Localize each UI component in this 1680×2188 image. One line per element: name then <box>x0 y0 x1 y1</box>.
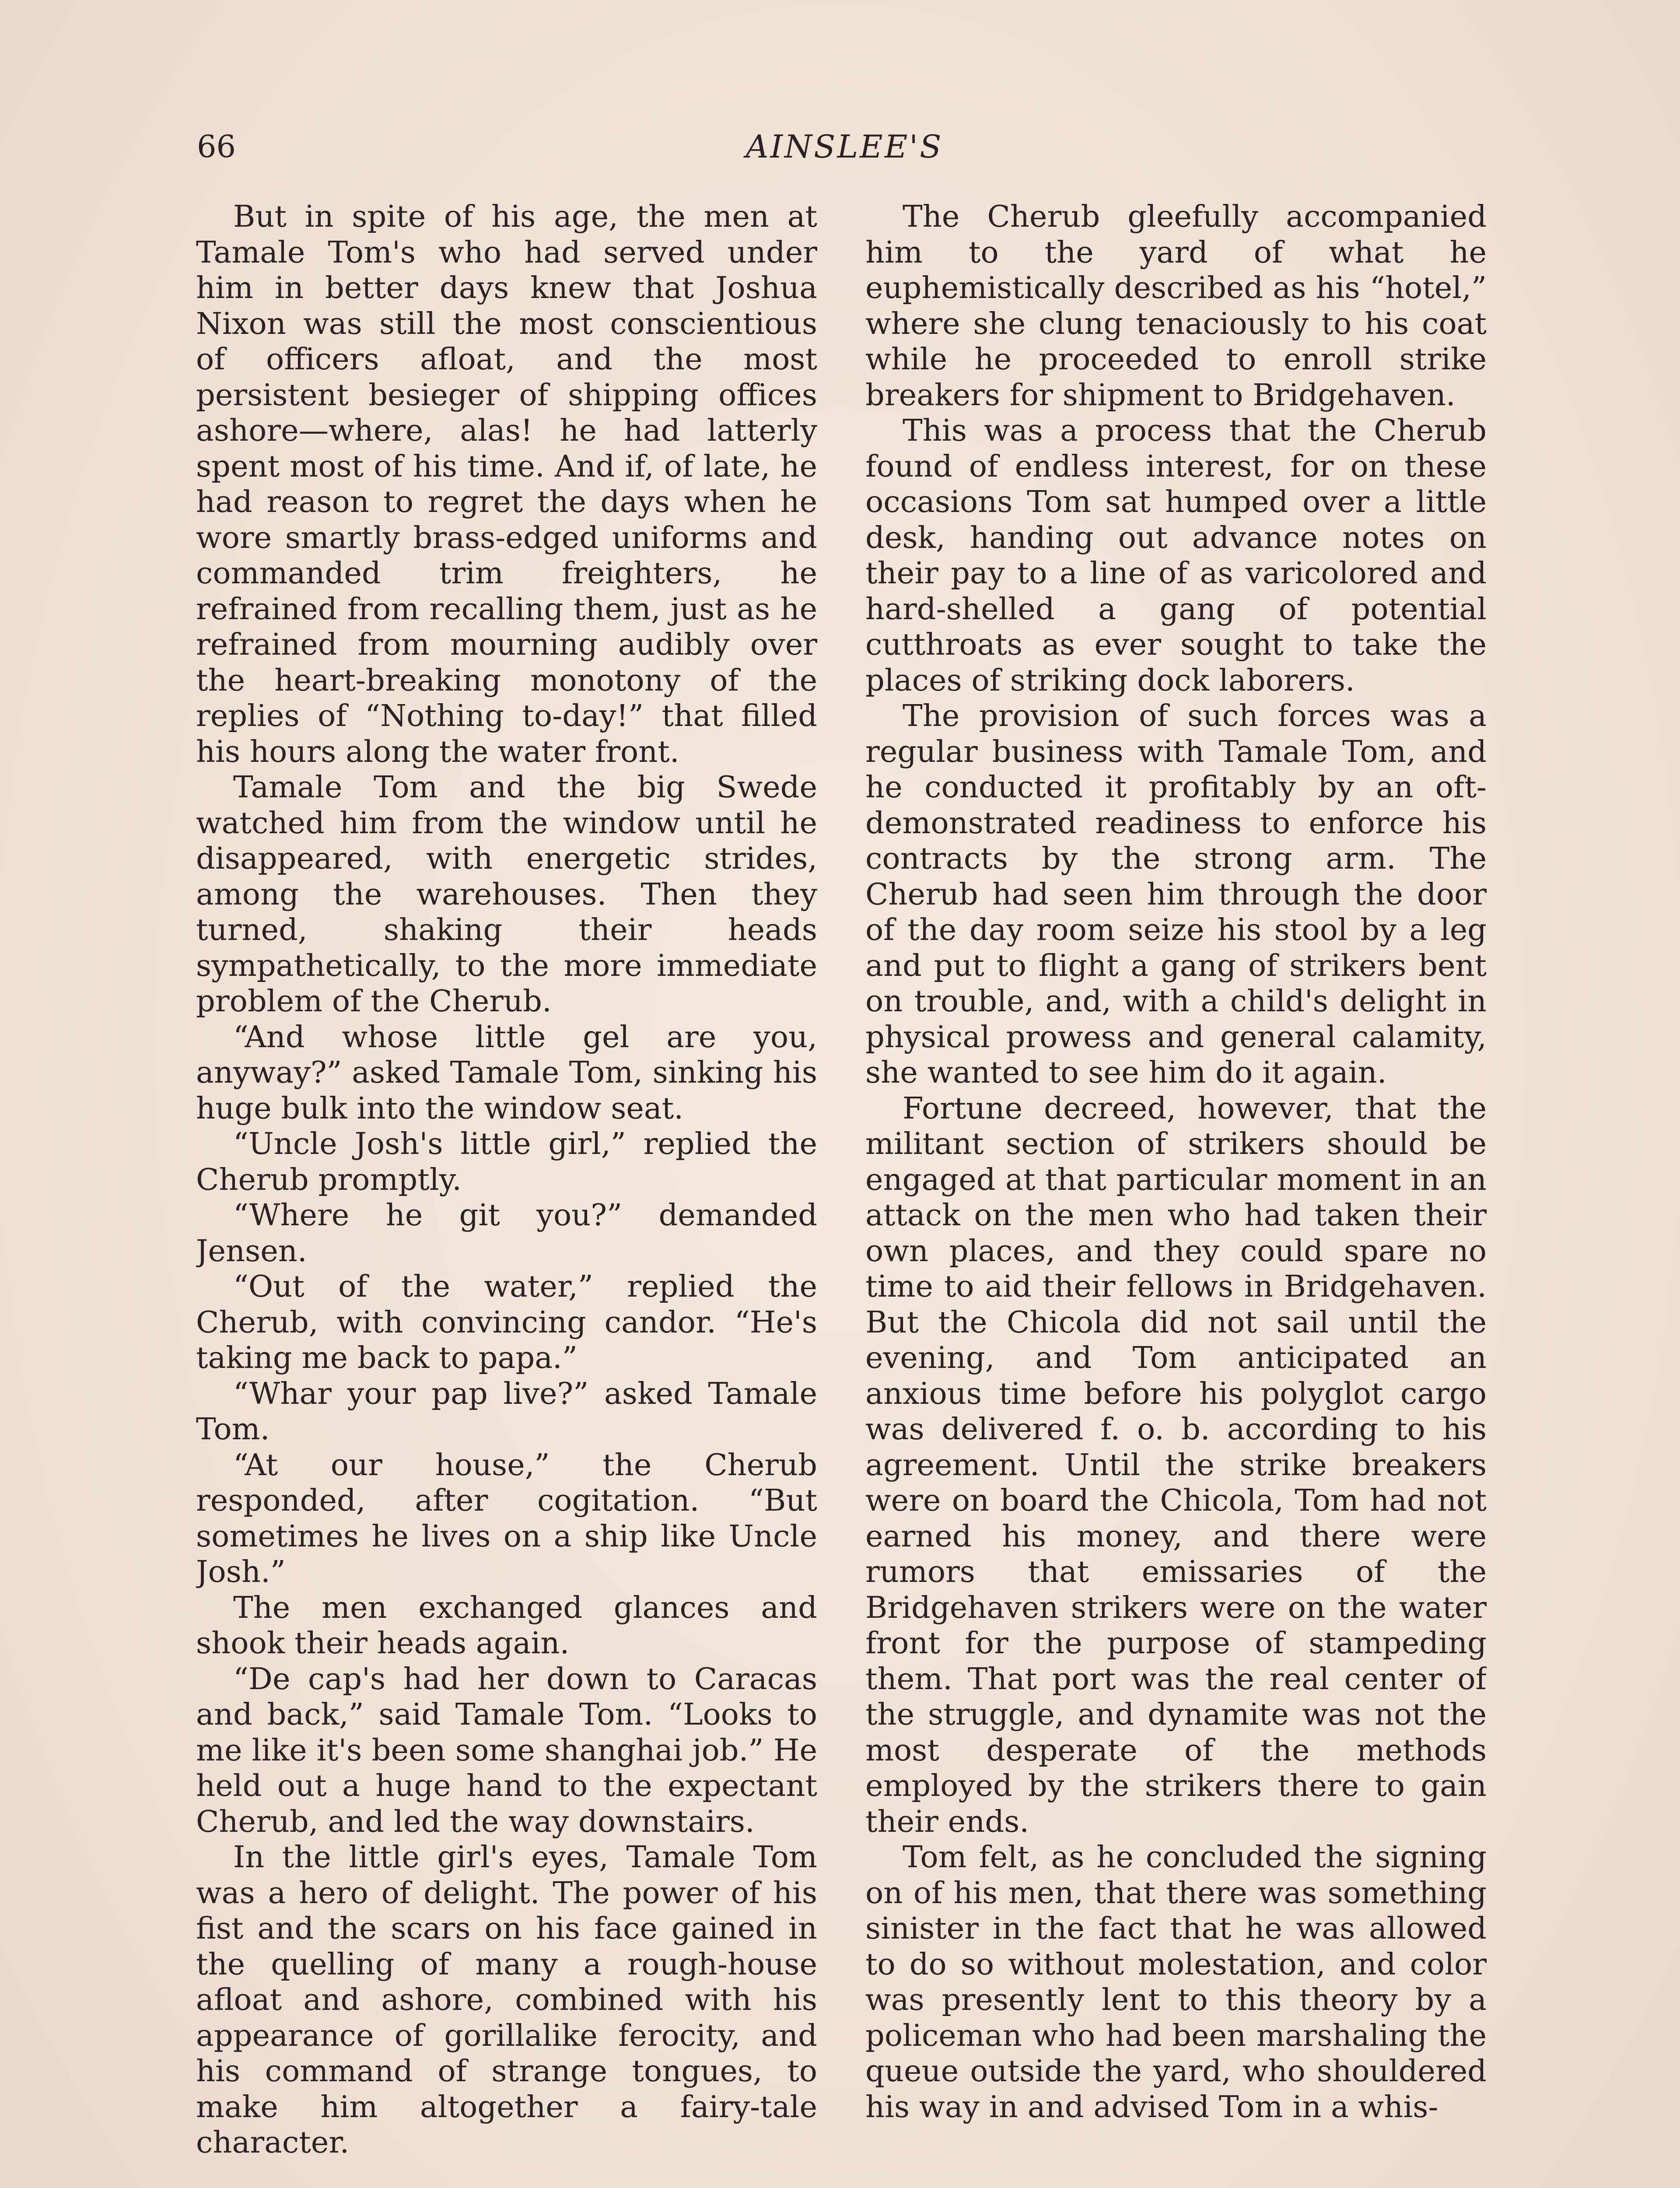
paragraph: “Out of the water,” replied the Cherub, with convincing candor. “He's taking me back to papa.” <box>196 1269 817 1375</box>
paragraph: “Uncle Josh's little girl,” replied the Cherub promptly. <box>196 1126 817 1197</box>
page-number: 66 <box>197 129 236 165</box>
running-title: AINSLEE'S <box>746 128 943 165</box>
right-column <box>865 199 1487 2168</box>
paragraph: In the little girl's eyes, Tamale Tom was a hero of delight. The power of his fist and the scars on his face gained in the quelling of many a rough-house afloat and ashore, combined with his appearance of gorillalike ferocity, and his command of strange tongues, to make him altogether a fairy-tale character. <box>196 1840 817 2160</box>
paragraph: The men exchanged glances and shook their heads again. <box>196 1590 817 1661</box>
paragraph: “Whar your pap live?” asked Tamale Tom. <box>196 1376 817 1447</box>
paragraph: This was a process that the Cherub found of endless interest, for on these occasions Tom sat humped over a little desk, handing out advance notes on their pay to a line of as varicolored and hard-shelled a gang of potential cutthroats as ever sought to take the places of striking dock laborers. <box>865 413 1487 698</box>
paragraph: “De cap's had her down to Caracas and back,” said Tamale Tom. “Looks to me like it's been some shanghai job.” He held out a huge hand to the expectant Cherub, and led the way downstairs. <box>196 1661 817 1839</box>
paragraph: “And whose little gel are you, anyway?” asked Tamale Tom, sinking his huge bulk into the window seat. <box>196 1019 817 1126</box>
paragraph: Tamale Tom and the big Swede watched him from the window until he disappeared, with energetic strides, among the warehouses. Then they turned, shaking their heads sympathetically, to the more immediate problem of the Cherub. <box>196 770 817 1019</box>
left-column <box>196 199 817 2168</box>
paragraph: “At our house,” the Cherub responded, after cogitation. “But sometimes he lives on a ship like Uncle Josh.” <box>196 1447 817 1589</box>
paragraph: The Cherub gleefully accompanied him to the yard of what he euphemistically described as his “hotel,” where she clung tenaciously to his coat while he proceeded to enroll strike breakers for shipment to Bridgehaven. <box>865 199 1487 413</box>
paragraph: Tom felt, as he concluded the signing on of his men, that there was something sinister in the fact that he was allowed to do so without molestation, and color was presently lent to this theory by a policeman who had been marshaling the queue outside the yard, who shouldered his way in and advised Tom in a whis- <box>865 1840 1487 2125</box>
paragraph: Fortune decreed, however, that the militant section of strikers should be engaged at that particular moment in an attack on the men who had taken their own places, and they could spare no time to aid their fellows in Bridgehaven. But the Chicola did not sail until the evening, and Tom anticipated an anxious time before his polyglot cargo was delivered f. o. b. according to his agreement. Until the strike breakers were on board the Chicola, Tom had not earned his money, and there were rumors that emissaries of the Bridgehaven strikers were on the water front for the purpose of stampeding them. That port was the real center of the struggle, and dynamite was not the most desperate of the methods employed by the strikers there to gain their ends. <box>865 1090 1487 1839</box>
paragraph: But in spite of his age, the men at Tamale Tom's who had served under him in better days knew that Joshua Nixon was still the most conscientious of officers afloat, and the most persistent besieger of shipping offices ashore—where, alas! he had latterly spent most of his time. And if, of late, he had reason to regret the days when he wore smartly brass-edged uniforms and commanded trim freighters, he refrained from recalling them, just as he refrained from mourning audibly over the heart-breaking monotony of the replies of “Nothing to-day!” that filled his hours along the water front. <box>196 199 817 769</box>
page-header <box>197 125 1492 168</box>
paragraph: The provision of such forces was a regular business with Tamale Tom, and he conducted it profitably by an oft-demonstrated readiness to enforce his contracts by the strong arm. The Cherub had seen him through the door of the day room seize his stool by a leg and put to flight a gang of strikers bent on trouble, and, with a child's delight in physical prowess and general calamity, she wanted to see him do it again. <box>865 698 1487 1090</box>
paragraph: “Where he git you?” demanded Jensen. <box>196 1198 817 1269</box>
